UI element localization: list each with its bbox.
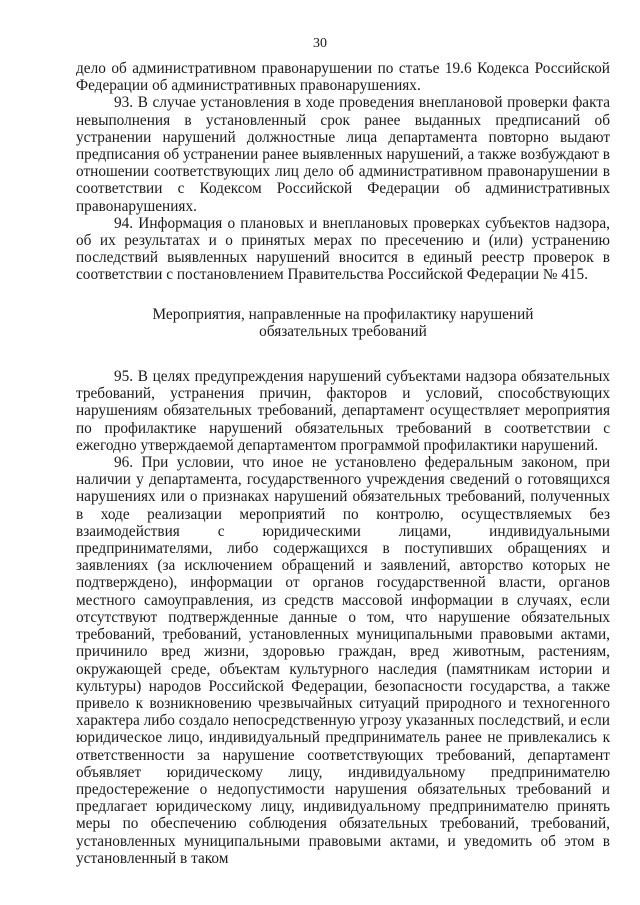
section-heading-line-2: обязательных требований [259,322,427,340]
section-heading-line-1: Мероприятия, направленные на профилактику нарушений [152,305,534,323]
paragraph-continuation: дело об административном правонарушении по статье 19.6 Кодекса Российской Федерации об административных правонарушениях. [76,60,610,95]
document-body [76,60,610,867]
paragraph-95: 95. В целях предупреждения нарушений субъектами надзора обязательных требований, устранения причин, факторов и условий, способствующих нарушениям обязательных требований, департамент осуществляет мероприятия по профилактике нарушений обязательных требований в соответствии с ежегодно утверждаемой департаментом программой профилактики нарушений. [76,368,610,454]
page-number: 30 [313,36,327,51]
paragraph-96: 96. При условии, что иное не установлено федеральным законом, при наличии у департамента, государственного учреждения сведений о готовящихся нарушениях или о признаках нарушений обязательных требований, полученных в ходе реализации мероприятий по контролю, осуществляемых без взаимодействия с юридическими лицами, индивидуальными предпринимателями, либо содержащихся в поступивших обращениях и заявлениях (за исключением обращений и заявлений, авторство которых не подтверждено), информации от органов государственной власти, органов местного самоуправления, из средств массовой информации в случаях, если отсутствуют подтвержденные данные о том, что нарушение обязательных требований, требований, установленных муниципальными правовыми актами, причинило вред жизни, здоровью граждан, вред животным, растениям, окружающей среде, объектам культурного наследия (памятникам истории и культуры) народов Российской Федерации, безопасности государства, а также привело к возникновению чрезвычайных ситуаций природного и техногенного характера либо создало непосредственную угрозу указанных последствий, и если юридическое лицо, индивидуальный предприниматель ранее не привлекались к ответственности за нарушение соответствующих требований, департамент объявляет юридическому лицу, индивидуальному предпринимателю предостережение о недопустимости нарушения обязательных требований и предлагает юридическому лицу, индивидуальному предпринимателю принять меры по обеспечению соблюдения обязательных требований, требований, установленных муниципальными правовыми актами, и уведомить об этом в установленный в таком [76,454,610,867]
paragraph-94: 94. Информация о плановых и внеплановых проверках субъектов надзора, об их результатах и о принятых мерах по пресечению и (или) устранению последствий выявленных нарушений вносится в единый реестр проверок в соответствии с постановлением Правительства Российской Федерации № 415. [76,214,610,284]
paragraph-93: 93. В случае установления в ходе проведения внеплановой проверки факта невыполнения в установленный срок ранее выданных предписаний об устранении нарушений должностные лица департамента повторно выдают предписания об устранении ранее выявленных нарушений, а также возбуждают в отношении соответствующих лиц дело об административном правонарушении в соответствии с Кодексом Российской Федерации об административных правонарушениях. [76,94,610,215]
section-heading [76,306,610,340]
